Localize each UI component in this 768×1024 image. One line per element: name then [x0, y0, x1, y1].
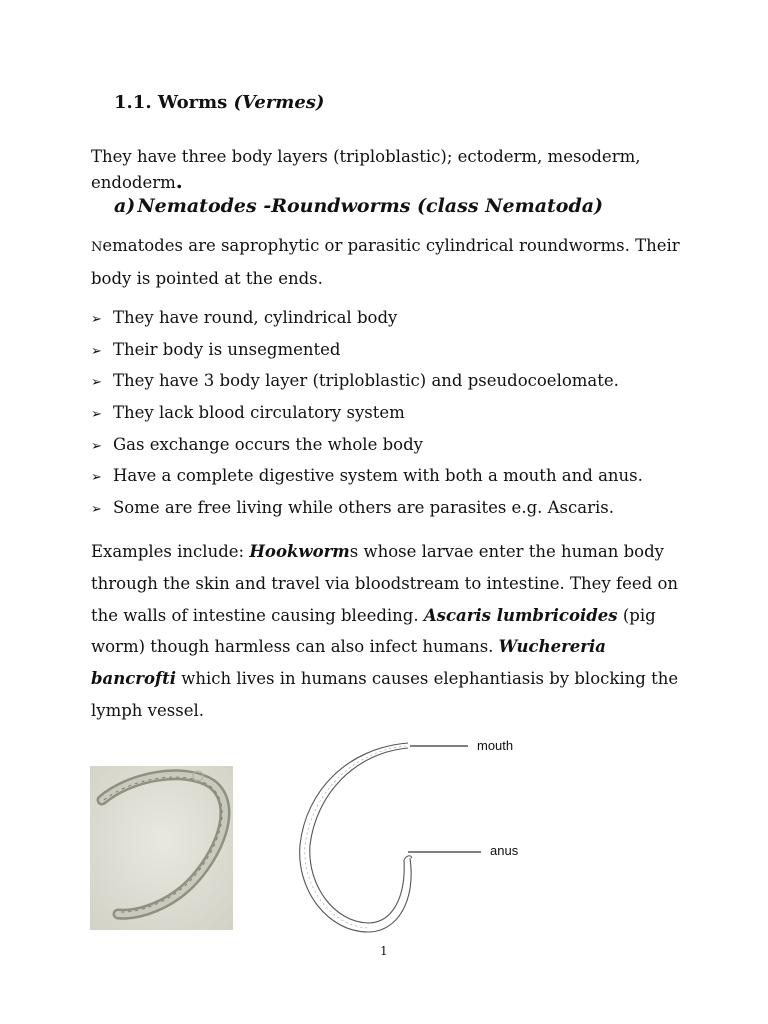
section-heading-number: 1.1. Worms [114, 92, 234, 113]
list-item [91, 334, 711, 366]
description-text: ematodes are saprophytic or parasitic cylindrical roundworms. Their body is pointed at the ends. [91, 236, 680, 288]
roundworm-photo [90, 766, 233, 930]
list-item [91, 492, 711, 524]
list-item-text: Some are free living while others are parasites e.g. Ascaris. [113, 498, 614, 518]
list-item [91, 302, 711, 334]
species-name-ascaris: Ascaris lumbricoides [423, 605, 618, 625]
mouth-label: mouth [477, 738, 514, 753]
page-number: 1 [380, 944, 388, 958]
examples-text: Examples include: [91, 542, 250, 561]
description-paragraph [91, 230, 691, 294]
subsection-heading [114, 195, 603, 217]
description-first-letter: N [91, 240, 103, 255]
examples-text: (pig worm) though harmless can also infect humans. [91, 605, 656, 657]
species-name-wuchereria: Wuchereria bancrofti [91, 637, 606, 689]
roundworm-diagram [288, 740, 528, 935]
list-item-text: Gas exchange occurs the whole body [113, 434, 423, 454]
subsection-marker: a) [114, 195, 136, 217]
intro-paragraph [91, 145, 691, 195]
list-item-text: Have a complete digestive system with both a mouth and anus. [113, 466, 643, 486]
list-item [91, 460, 711, 492]
arrow-bullet-icon: ➢ [91, 438, 102, 454]
section-heading-italic: (Vermes) [233, 92, 325, 113]
list-item-text: They have round, cylindrical body [113, 308, 398, 327]
list-item-text: They have 3 body layer (triploblastic) and pseudocoelomate. [113, 371, 619, 391]
list-item [91, 365, 711, 397]
arrow-bullet-icon: ➢ [91, 407, 102, 423]
intro-text: They have three body layers (triploblastic); ectoderm, mesoderm, endoderm [91, 147, 641, 192]
intro-period: . [175, 169, 183, 193]
arrow-bullet-icon: ➢ [91, 470, 102, 486]
section-heading [114, 92, 324, 113]
list-item-text: Their body is unsegmented [113, 339, 341, 359]
list-item-text: They lack blood circulatory system [113, 403, 405, 423]
arrow-bullet-icon: ➢ [91, 375, 102, 391]
subsection-title: Nematodes -Roundworms (class Nematoda) [137, 195, 604, 217]
species-name-hookworm: Hookworm [249, 542, 350, 561]
examples-paragraph [91, 536, 691, 727]
characteristics-list [91, 302, 711, 524]
list-item [91, 397, 711, 429]
arrow-bullet-icon: ➢ [91, 502, 102, 518]
anus-label: anus [490, 843, 519, 858]
list-item [91, 429, 711, 461]
arrow-bullet-icon: ➢ [91, 343, 102, 359]
examples-text: s whose larvae enter the human body through the skin and travel via bloodstream to intestine. They feed on the walls of intestine causing bleeding. [91, 542, 679, 625]
arrow-bullet-icon: ➢ [91, 312, 102, 327]
examples-text: which lives in humans causes elephantiasis by blocking the lymph vessel. [91, 669, 679, 720]
